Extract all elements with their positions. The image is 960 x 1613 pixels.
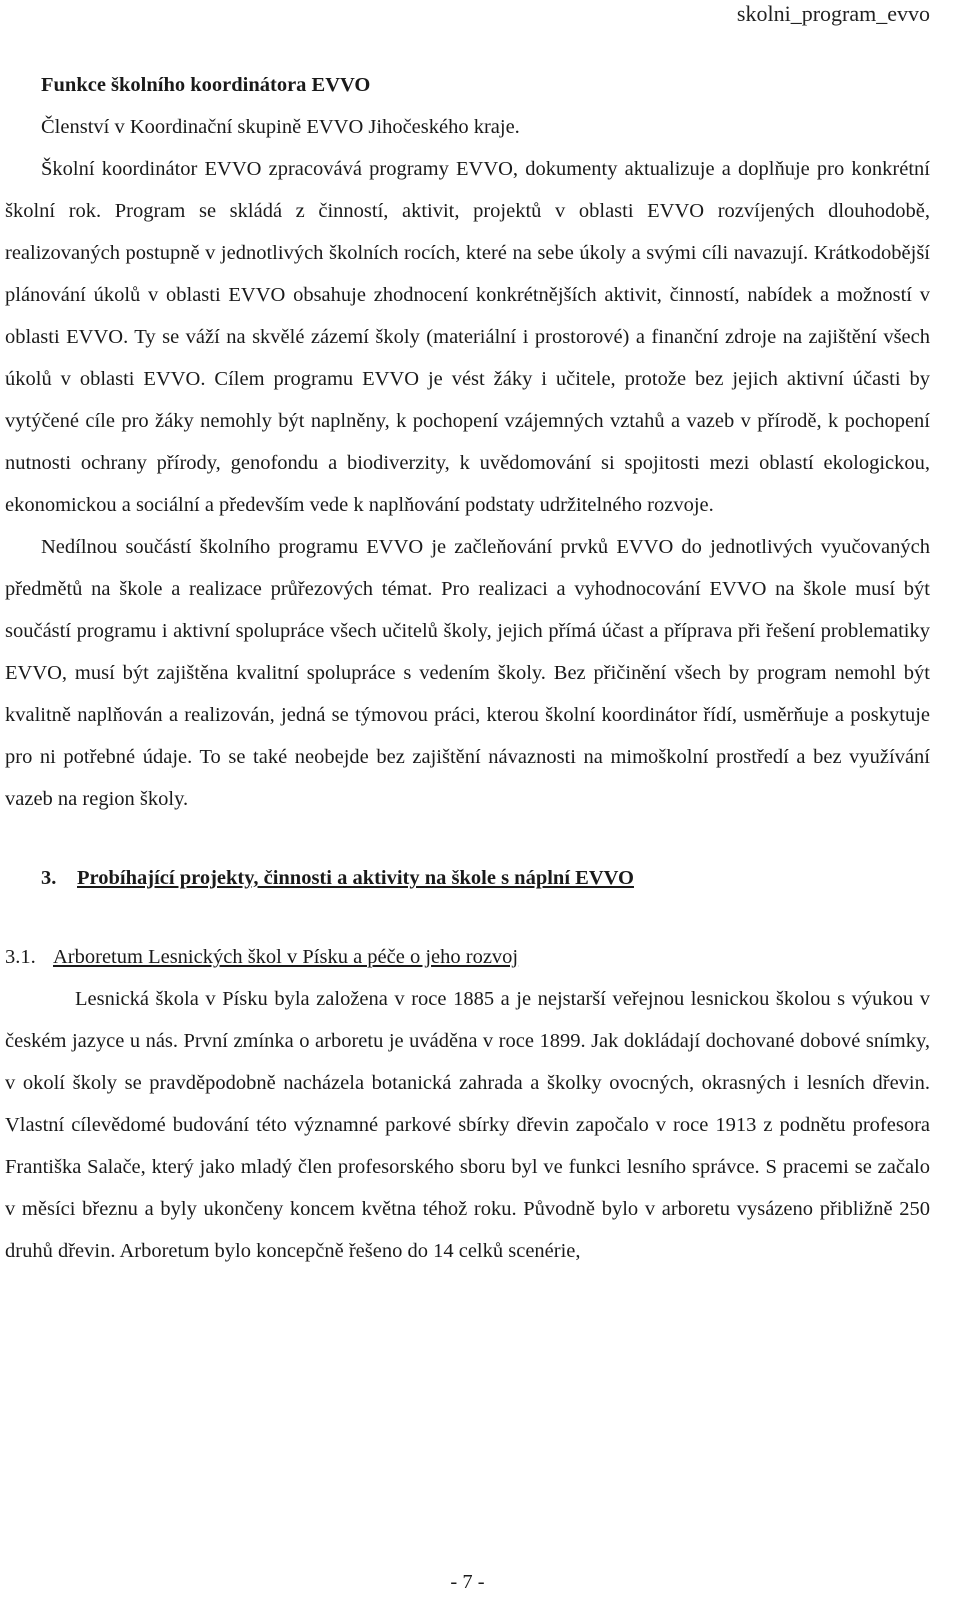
subsection-title — [5, 936, 930, 978]
page-number: - 7 - — [450, 1571, 485, 1593]
section-number: 3. — [41, 867, 57, 889]
subsection-number: 3.1. — [5, 946, 36, 968]
paragraph-heading: Funkce školního koordinátora EVVO — [41, 74, 371, 96]
page-content — [5, 64, 930, 1272]
paragraph-program-description: Školní koordinátor EVVO zpracovává programy EVVO, dokumenty aktualizuje a doplňuje pro konkrétní školní rok. Program se skládá z činností, aktivit, projektů v oblasti EVVO rozvíjených dlouhodobě, realizovaných postupně v jednotlivých školních rocích, které na sebe úkoly a svými cíli navazují. Krátkodobější plánování úkolů v oblasti EVVO obsahuje zhodnocení konkrétnějších aktivit, činností, nabídek a možností v oblasti EVVO. Ty se váží na skvělé zázemí školy (materiální i prostorové) a finanční zdroje na zajištění všech úkolů v oblasti EVVO. Cílem programu EVVO je vést žáky i učitele, protože bez jejich aktivní účasti by vytýčené cíle pro žáky nemohly být naplněny, k pochopení vzájemných vztahů a vazeb v přírodě, k pochopení nutnosti ochrany přírody, genofondu a biodiverzity, k uvědomování si spojitosti mezi oblastí ekologickou, ekonomickou a sociální a především vede k naplňování podstaty udržitelného rozvoje. — [5, 158, 930, 516]
subsection-title-text: Arboretum Lesnických škol v Písku a péče o jeho rozvoj — [53, 946, 519, 968]
running-header: skolni_program_evvo — [736, 1, 930, 26]
paragraph-integration: Nedílnou součástí školního programu EVVO je začleňování prvků EVVO do jednotlivých vyučovaných předmětů na škole a realizace průřezových témat. Pro realizaci a vyhodnocování EVVO na škole musí být součástí programu i aktivní spolupráce všech učitelů školy, jejich přímá účast a příprava při řešení problematiky EVVO, musí být zajištěna kvalitní spolupráce s vedením školy. Bez přičinění všech by program nemohl být kvalitně naplňován a realizován, jedná se týmovou práci, kterou školní koordinátor řídí, usměrňuje a poskytuje pro ni potřebné údaje. To se také neobejde bez zajištění návaznosti na mimoškolní prostředí a bez využívání vazeb na region školy. — [5, 536, 930, 810]
section-title-text: Probíhající projekty, činnosti a aktivity na škole s náplní EVVO — [77, 867, 634, 889]
paragraph-arboretum-history: Lesnická škola v Písku byla založena v roce 1885 a je nejstarší veřejnou lesnickou školou s výukou v českém jazyce u nás. První zmínka o arboretu je uváděna v roce 1899. Jak dokládají dochované dobové snímky, v okolí školy se pravděpodobně nacházela botanická zahrada a školky ovocných, okrasných i lesních dřevin. Vlastní cílevědomé budování této významné parkové sbírky dřevin započalo v roce 1913 z podnětu profesora Františka Salače, který jako mladý člen profesorského sboru byl ve funkci lesního správce. S pracemi se začalo v měsíci březnu a byly ukončeny koncem května téhož roku. Původně bylo v arboretu vysázeno přibližně 250 druhů dřevin. Arboretum bylo koncepčně řešeno do 14 celků scenérie, — [5, 988, 930, 1262]
paragraph-membership: Členství v Koordinační skupině EVVO Jihočeského kraje. — [41, 116, 520, 138]
section-title — [5, 857, 930, 899]
